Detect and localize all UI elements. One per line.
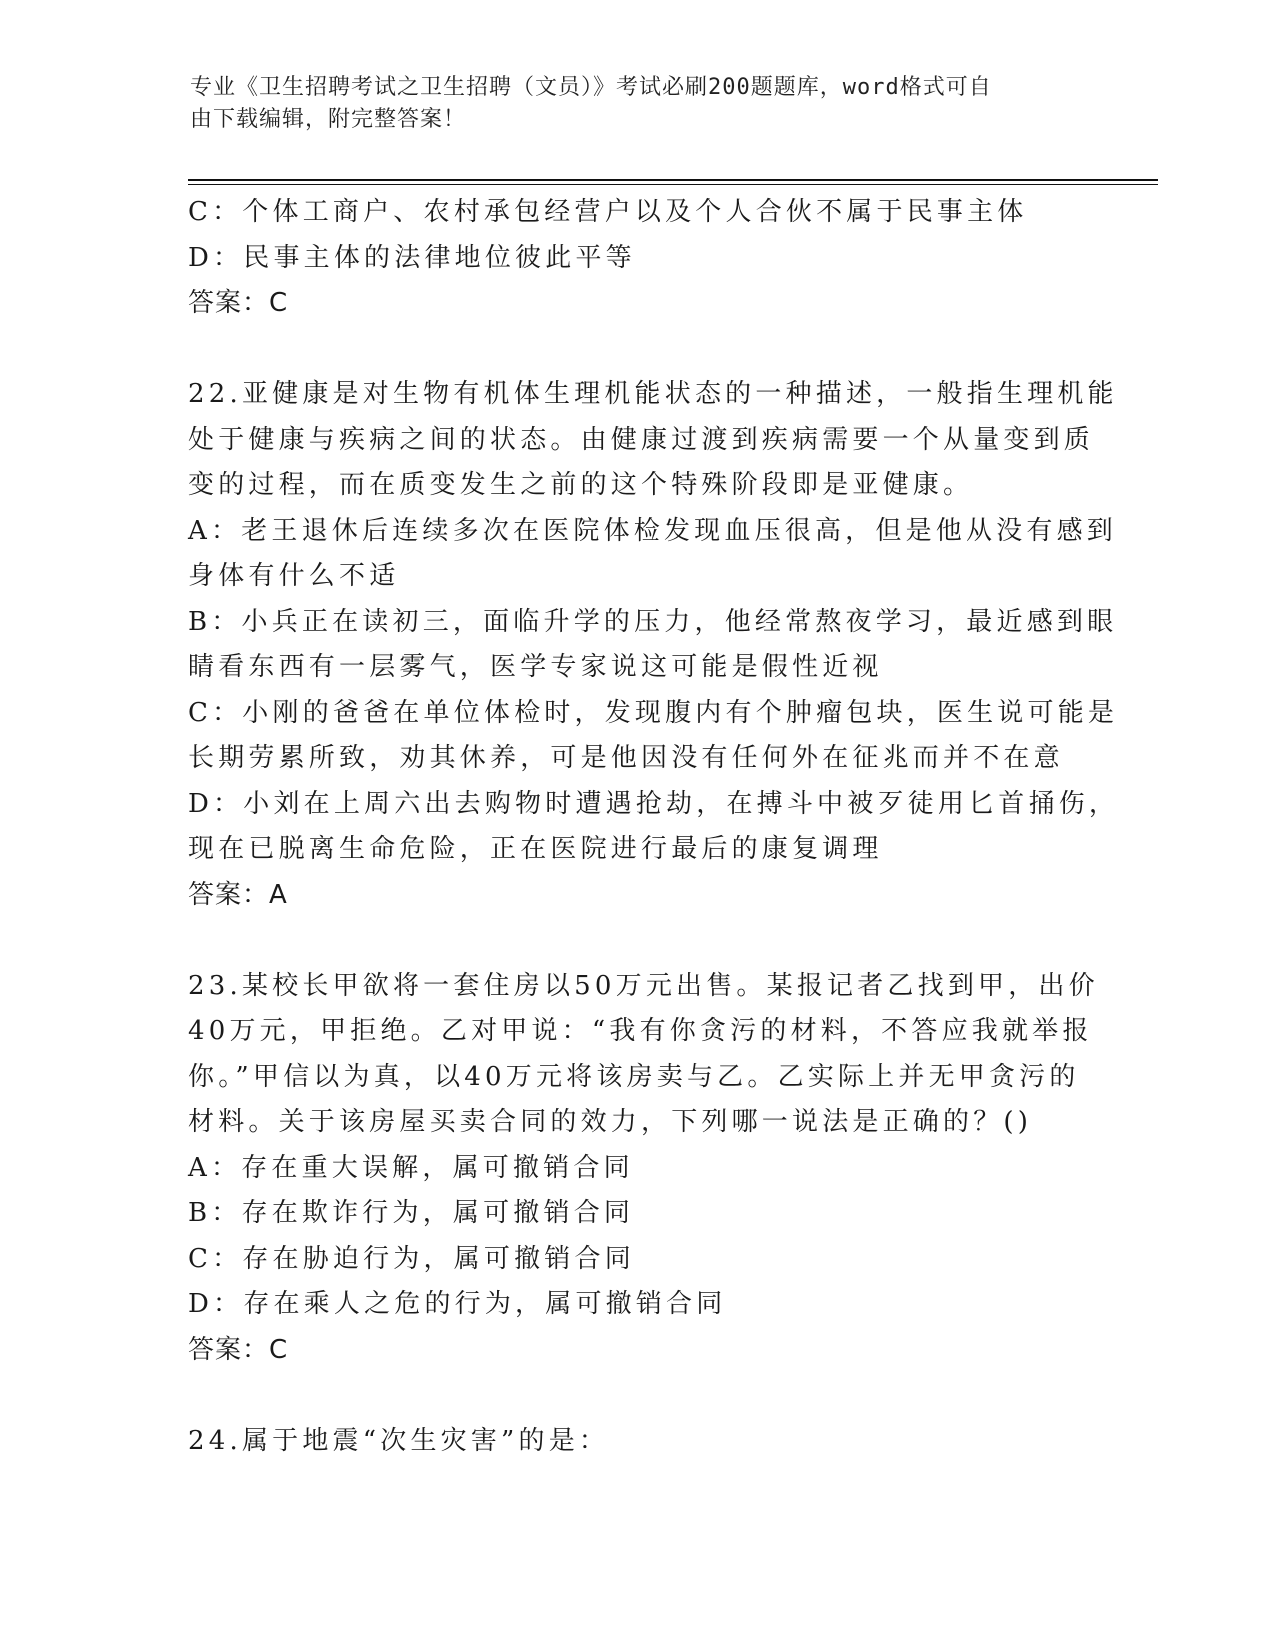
option-c-continued: 长期劳累所致，劝其休养，可是他因没有任何外在征兆而并不在意: [188, 743, 1064, 773]
answer-line: 答案：C: [188, 1334, 289, 1365]
header-title-line-1: 专业《卫生招聘考试之卫生招聘（文员）》考试必刷200题题库，word格式可自: [190, 75, 992, 100]
option-d: D：小刘在上周六出去购物时遭遇抢劫，在搏斗中被歹徒用匕首捅伤，: [188, 788, 1120, 819]
option-b: B：小兵正在读初三，面临升学的压力，他经常熬夜学习，最近感到眼: [188, 606, 1118, 637]
option-d: D：存在乘人之危的行为，属可撤销合同: [188, 1289, 727, 1319]
option-b-continued: 睛看东西有一层雾气，医学专家说这可能是假性近视: [188, 652, 883, 682]
question-23: [188, 964, 1099, 1374]
question-24: [188, 1419, 1078, 1465]
question-stem: 材料。关于该房屋买卖合同的效力，下列哪一说法是正确的？(): [188, 1107, 1033, 1137]
spacer: [188, 1373, 1078, 1419]
option-c: C：存在胁迫行为，属可撤销合同: [188, 1243, 635, 1274]
header-divider-thick: [188, 179, 1158, 181]
option-a: A：老王退休后连续多次在医院体检发现血压很高，但是他从没有感到: [188, 515, 1117, 546]
question-stem: 22.亚健康是对生物有机体生理机能状态的一种描述，一般指生理机能: [188, 379, 1118, 409]
option-d-continued: 现在已脱离生命危险，正在医院进行最后的康复调理: [188, 834, 883, 864]
option-a-continued: 身体有什么不适: [188, 561, 400, 591]
option-a: A：存在重大误解，属可撤销合同: [188, 1152, 634, 1183]
header-title-line-2: 由下载编辑，附完整答案！: [190, 107, 467, 132]
question-22: [188, 372, 1120, 918]
option-d: D：民事主体的法律地位彼此平等: [188, 242, 636, 273]
document-header: [190, 72, 1070, 136]
option-c: C：个体工商户、农村承包经营户以及个人合伙不属于民事主体: [188, 197, 1028, 227]
answer-line: 答案：A: [188, 879, 288, 910]
question-stem: 变的过程，而在质变发生之前的这个特殊阶段即是亚健康。: [188, 470, 974, 500]
question-stem: 处于健康与疾病之间的状态。由健康过渡到疾病需要一个从量变到质: [188, 424, 1095, 455]
spacer: [188, 918, 1078, 964]
spacer: [188, 327, 1078, 373]
question-stem: 24.属于地震“次生灾害”的是：: [188, 1425, 610, 1456]
question-stem: 你。”甲信以为真，以40万元将该房卖与乙。乙实际上并无甲贪污的: [188, 1061, 1080, 1092]
option-c: C：小刚的爸爸在单位体检时，发现腹内有个肿瘤包块，医生说可能是: [188, 697, 1119, 728]
question-stem: 40万元，甲拒绝。乙对甲说：“我有你贪污的材料，不答应我就举报: [188, 1016, 1093, 1046]
question-previous: [188, 190, 1078, 327]
option-b: B：存在欺诈行为，属可撤销合同: [188, 1198, 635, 1228]
document-body: [188, 190, 1120, 1464]
answer-line: 答案：C: [188, 288, 289, 318]
header-divider-thin: [188, 184, 1158, 185]
question-stem: 23.某校长甲欲将一套住房以50万元出售。某报记者乙找到甲，出价: [188, 970, 1099, 1001]
